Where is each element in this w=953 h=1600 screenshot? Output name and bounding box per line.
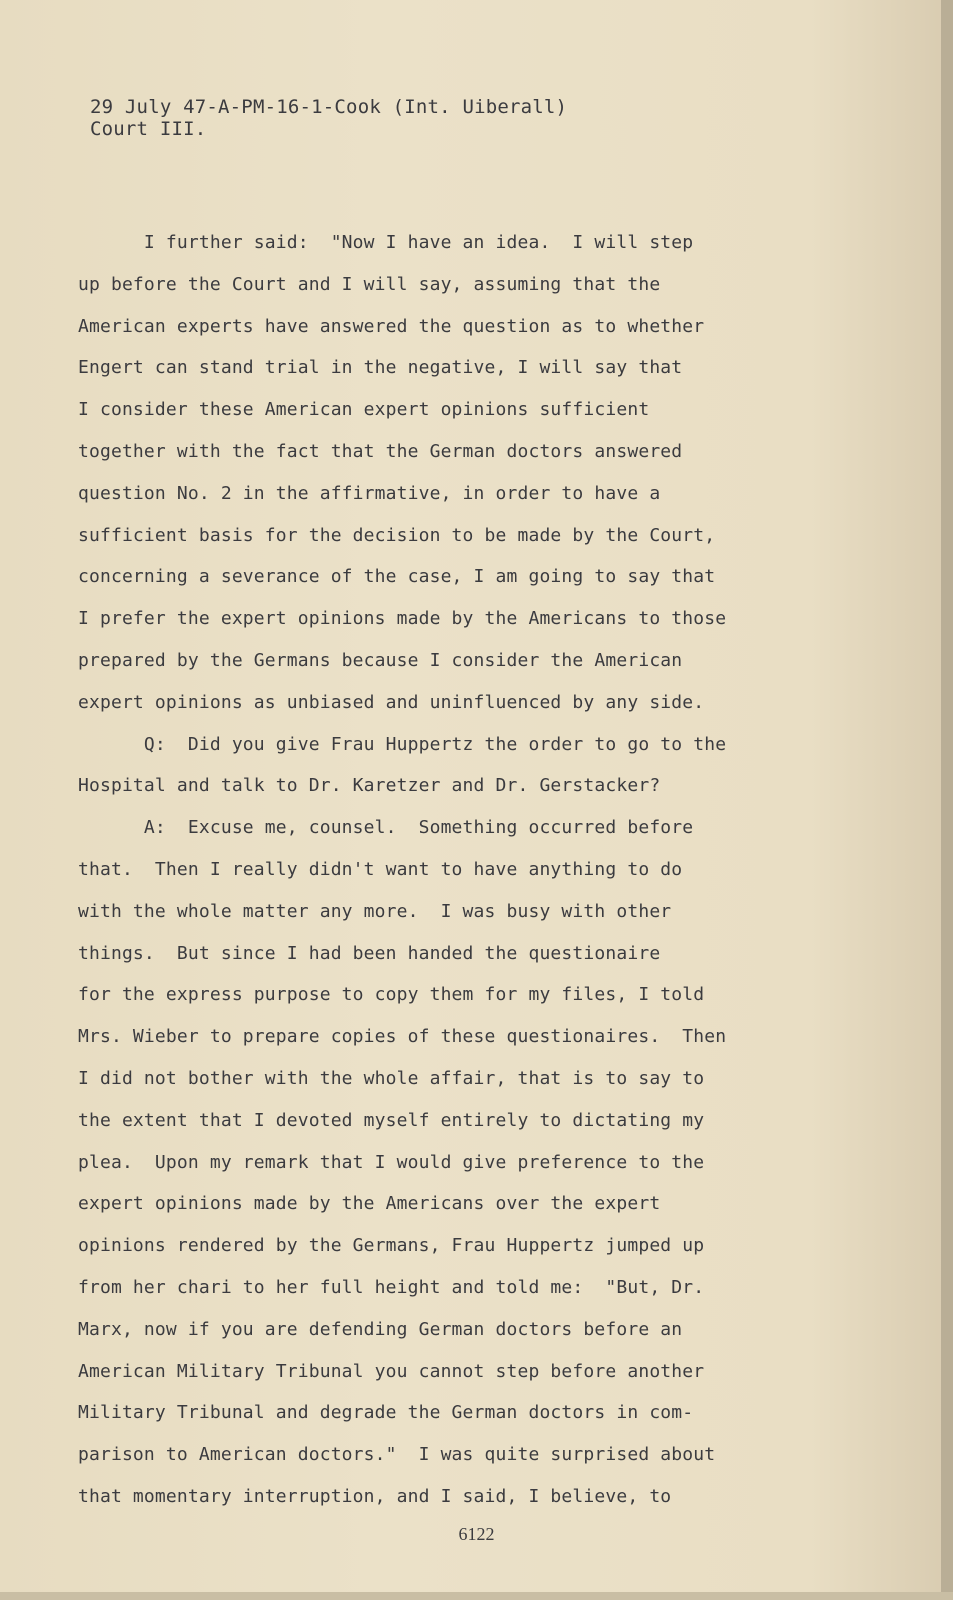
- text-line: prepared by the Germans because I consider the American: [78, 649, 683, 671]
- page-bottom-edge: [0, 1592, 953, 1600]
- text-line: from her chari to her full height and told me: "But, Dr.: [78, 1276, 705, 1298]
- text-line: up before the Court and I will say, assuming that the: [78, 273, 661, 295]
- text-line: with the whole matter any more. I was busy with other: [78, 900, 672, 922]
- text-line: I prefer the expert opinions made by the Americans to those: [78, 608, 727, 630]
- page-edge-shadow: [941, 0, 953, 1600]
- text-line: expert opinions made by the Americans over the expert: [78, 1193, 661, 1215]
- testimony-body: [78, 222, 818, 1518]
- text-line: plea. Upon my remark that I would give preference to the: [78, 1151, 705, 1173]
- text-line: I did not bother with the whole affair, that is to say to: [78, 1067, 705, 1089]
- text-line: the extent that I devoted myself entirely to dictating my: [78, 1109, 705, 1131]
- text-line: that. Then I really didn't want to have anything to do: [78, 858, 683, 880]
- page-number: 6122: [458, 1524, 495, 1544]
- text-line: Marx, now if you are defending German doctors before an: [78, 1318, 683, 1340]
- text-line: expert opinions as unbiased and uninfluenced by any side.: [78, 691, 705, 713]
- text-line: American Military Tribunal you cannot step before another: [78, 1360, 705, 1382]
- text-line: for the express purpose to copy them for my files, I told: [78, 984, 705, 1006]
- transcript-header: [90, 96, 567, 140]
- text-line: A: Excuse me, counsel. Something occurred before: [78, 817, 694, 839]
- text-line: concerning a severance of the case, I am going to say that: [78, 566, 716, 588]
- text-line: I consider these American expert opinions sufficient: [78, 399, 650, 421]
- text-line: American experts have answered the question as to whether: [78, 315, 705, 337]
- text-line: that momentary interruption, and I said, I believe, to: [78, 1485, 672, 1507]
- text-line: together with the fact that the German doctors answered: [78, 440, 683, 462]
- text-line: things. But since I had been handed the questionaire: [78, 942, 661, 964]
- text-line: Mrs. Wieber to prepare copies of these questionaires. Then: [78, 1026, 727, 1048]
- text-line: Hospital and talk to Dr. Karetzer and Dr. Gerstacker?: [78, 775, 661, 797]
- text-line: I further said: "Now I have an idea. I will step: [78, 232, 694, 253]
- text-line: parison to American doctors." I was quite surprised about: [78, 1444, 716, 1466]
- text-line: question No. 2 in the affirmative, in order to have a: [78, 482, 661, 504]
- text-line: Engert can stand trial in the negative, I will say that: [78, 357, 683, 379]
- text-line: opinions rendered by the Germans, Frau Huppertz jumped up: [78, 1235, 705, 1257]
- text-line: Military Tribunal and degrade the German doctors in com-: [78, 1402, 694, 1424]
- text-line: sufficient basis for the decision to be made by the Court,: [78, 524, 716, 546]
- text-line: Q: Did you give Frau Huppertz the order to go to the: [78, 733, 727, 755]
- header-court-line: Court III.: [90, 118, 207, 140]
- header-date-line: 29 July 47-A-PM-16-1-Cook (Int. Uiberall): [90, 96, 568, 118]
